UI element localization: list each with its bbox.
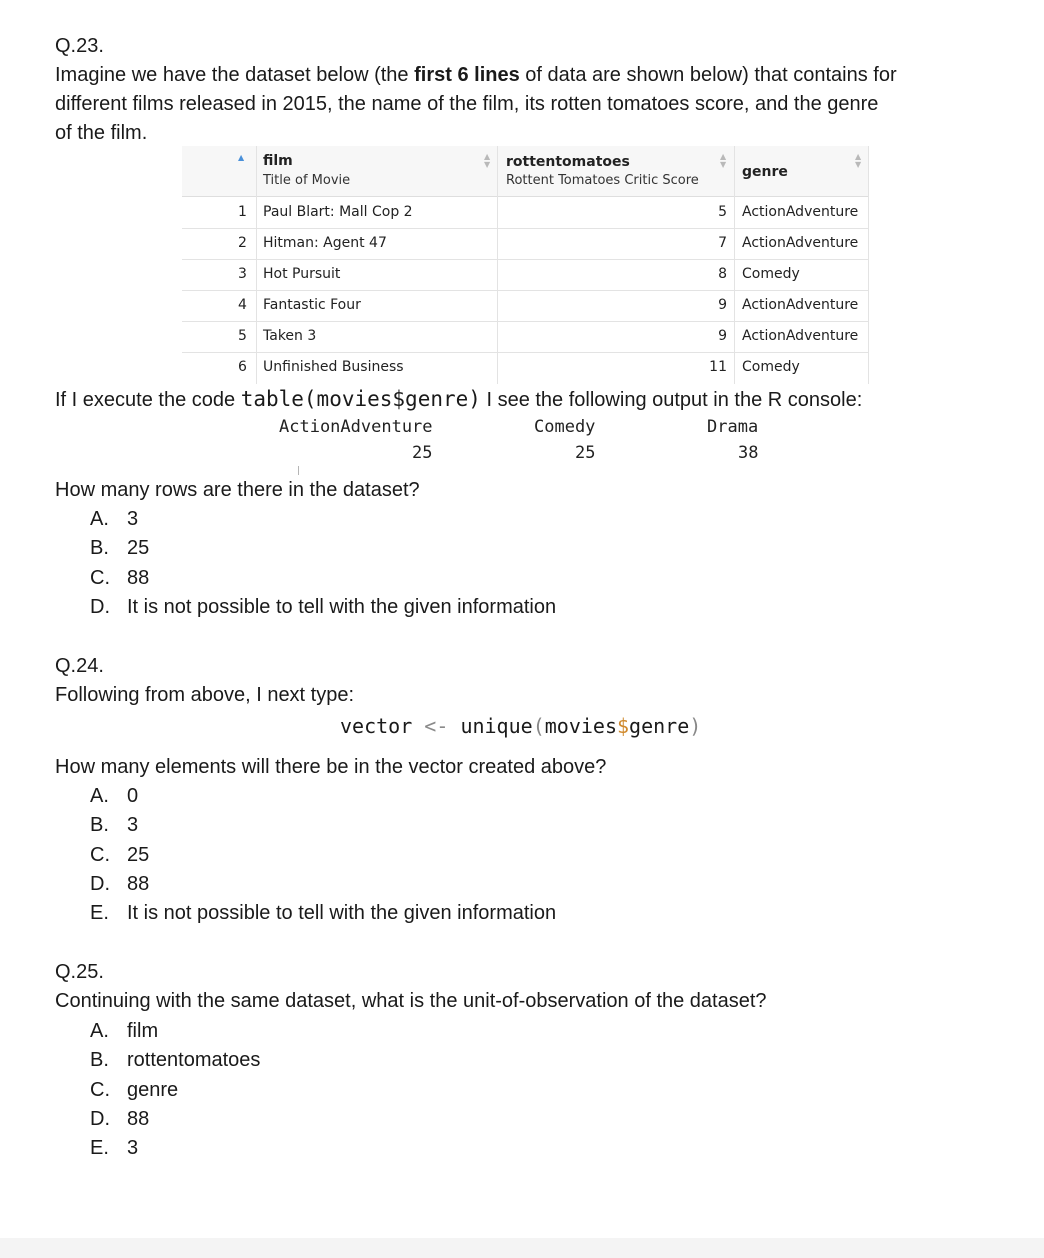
q23-code-sentence: If I execute the code table(movies$genre) I see the following output in the R console:: [55, 387, 863, 411]
q24-option-b[interactable]: B. 3: [90, 814, 139, 836]
q25-option-a[interactable]: A. film: [90, 1020, 159, 1042]
table-row: [182, 321, 869, 353]
q24-option-d[interactable]: D. 88: [90, 873, 150, 895]
sort-icon[interactable]: ▲ ▼: [720, 152, 727, 169]
cell-score: 5: [718, 204, 727, 220]
console-header-drama: Drama: [707, 417, 759, 437]
cell-genre: ActionAdventure: [742, 204, 859, 220]
q24-intro: Following from above, I next type:: [55, 684, 355, 706]
q25-option-e[interactable]: E. 3: [90, 1137, 139, 1159]
cell-score: 9: [718, 328, 727, 344]
console-count-actionadventure: 25: [412, 443, 433, 463]
cell-genre: Comedy: [742, 266, 800, 282]
cell-score: 8: [718, 266, 727, 282]
cell-film: Hitman: Agent 47: [263, 235, 387, 251]
text-cursor: [298, 466, 299, 475]
cell-genre: ActionAdventure: [742, 328, 859, 344]
column-label-rottentomatoes: Rottent Tomatoes Critic Score: [506, 173, 699, 188]
q23-number: Q.23.: [55, 35, 104, 57]
table-row: [182, 197, 869, 229]
q25-option-c[interactable]: C. genre: [90, 1079, 179, 1101]
q24-question: How many elements will there be in the vector created above?: [55, 756, 607, 778]
q25-question: Continuing with the same dataset, what is the unit-of-observation of the dataset?: [55, 990, 767, 1012]
table-header: [182, 146, 869, 197]
console-header-comedy: Comedy: [534, 417, 596, 437]
cell-score: 7: [718, 235, 727, 251]
page-footer-strip: [0, 1238, 1044, 1258]
table-row: [182, 259, 869, 291]
row-index: 5: [238, 328, 247, 344]
row-index: 2: [238, 235, 247, 251]
console-count-drama: 38: [738, 443, 759, 463]
cell-film: Fantastic Four: [263, 297, 361, 313]
q23-intro-line2: different films released in 2015, the name of the film, its rotten tomatoes score, and the genre: [55, 93, 879, 115]
q25-option-b[interactable]: B. rottentomatoes: [90, 1049, 261, 1071]
q24-option-e[interactable]: E. It is not possible to tell with the given information: [90, 902, 557, 924]
sort-icon[interactable]: ▲ ▼: [855, 152, 862, 169]
console-header-actionadventure: ActionAdventure: [279, 417, 433, 437]
cell-genre: ActionAdventure: [742, 297, 859, 313]
q23-intro-line3: of the film.: [55, 122, 148, 144]
table-row: [182, 352, 869, 383]
table-row: [182, 228, 869, 260]
q24-option-c[interactable]: C. 25: [90, 844, 150, 866]
q23-intro-line1: Imagine we have the dataset below (the first 6 lines of data are shown below) that contains for: [55, 64, 897, 86]
cell-film: Taken 3: [263, 328, 317, 344]
q25-option-d[interactable]: D. 88: [90, 1108, 150, 1130]
sort-icon[interactable]: ▲ ▼: [484, 152, 491, 169]
q23-option-c[interactable]: C. 88: [90, 567, 150, 589]
cell-genre: ActionAdventure: [742, 235, 859, 251]
cell-film: Hot Pursuit: [263, 266, 341, 282]
q24-code: vector <- unique(movies$genre): [340, 714, 702, 738]
row-index: 6: [238, 359, 247, 375]
cell-film: Paul Blart: Mall Cop 2: [263, 204, 413, 220]
q23-question: How many rows are there in the dataset?: [55, 479, 420, 501]
row-index: 1: [238, 204, 247, 220]
cell-score: 11: [709, 359, 727, 375]
column-header-genre[interactable]: genre: [742, 164, 788, 180]
cell-film: Unfinished Business: [263, 359, 404, 375]
column-header-film[interactable]: film: [263, 153, 293, 169]
console-count-comedy: 25: [575, 443, 596, 463]
table-row: [182, 290, 869, 322]
row-index: 3: [238, 266, 247, 282]
column-label-film: Title of Movie: [263, 173, 351, 188]
q25-number: Q.25.: [55, 961, 104, 983]
row-index: 4: [238, 297, 247, 313]
dataset-table: [182, 146, 869, 384]
cell-score: 9: [718, 297, 727, 313]
inline-code: table(movies$genre): [240, 387, 481, 411]
column-header-rottentomatoes[interactable]: rottentomatoes: [506, 154, 630, 170]
cell-genre: Comedy: [742, 359, 800, 375]
q23-option-d[interactable]: D. It is not possible to tell with the given information: [90, 596, 557, 618]
q23-option-a[interactable]: A. 3: [90, 508, 139, 530]
q23-option-b[interactable]: B. 25: [90, 537, 150, 559]
sort-ascending-icon[interactable]: ▲: [238, 153, 245, 162]
q24-number: Q.24.: [55, 655, 104, 677]
q24-option-a[interactable]: A. 0: [90, 785, 139, 807]
